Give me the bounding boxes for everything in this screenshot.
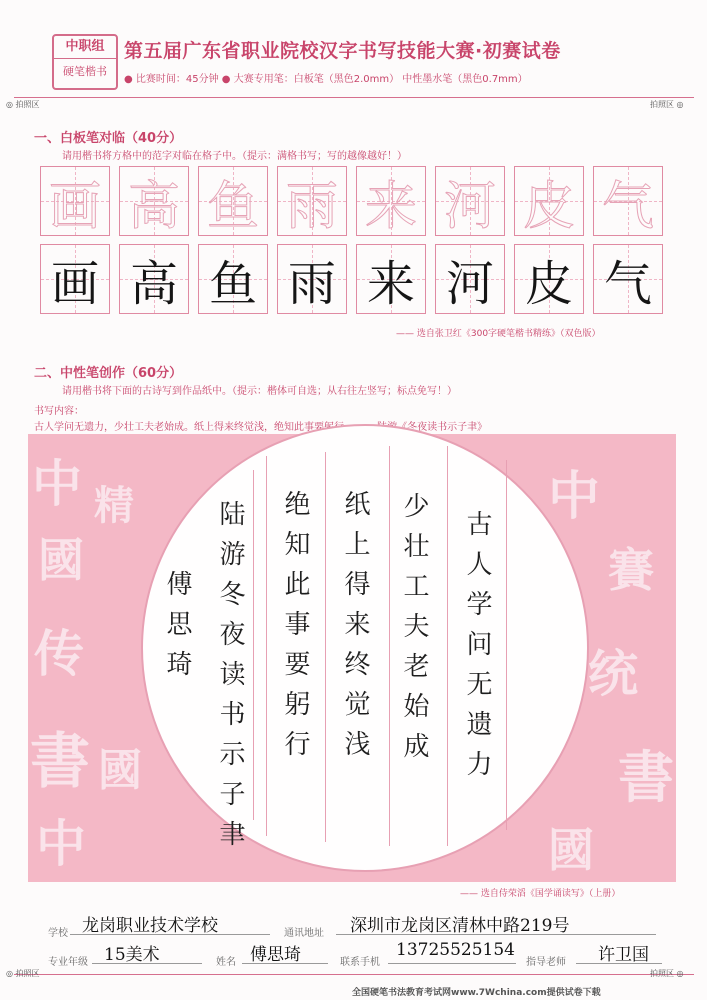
column-divider xyxy=(389,446,390,846)
written-char-cell xyxy=(514,244,584,314)
bg-calligraphy: 精 xyxy=(94,482,134,529)
bg-calligraphy: 國 xyxy=(38,533,84,587)
bg-calligraphy: 传 xyxy=(34,624,84,683)
photo-zone-label: 拍照区 xyxy=(15,969,40,978)
bg-calligraphy: 書 xyxy=(618,745,674,811)
model-char-cell xyxy=(356,166,426,236)
grade-underline xyxy=(92,963,202,964)
bg-calligraphy: 賽 xyxy=(608,543,654,597)
written-char-cell xyxy=(435,244,505,314)
written-char-cell xyxy=(593,244,663,314)
written-char: 来 xyxy=(366,255,415,312)
model-char: 高 xyxy=(127,176,180,237)
written-char: 皮 xyxy=(524,255,573,312)
name-underline xyxy=(242,963,328,964)
target-icon: ◎ xyxy=(674,100,684,109)
grade-label: 专业年级 xyxy=(48,957,88,968)
model-char-cell xyxy=(435,166,505,236)
poem-column: 纸上得来终觉浅 xyxy=(340,490,370,770)
written-char: 气 xyxy=(603,255,652,312)
photo-zone-label: 拍照区 xyxy=(650,969,674,978)
poem-column: 傅思琦 xyxy=(162,570,192,690)
bg-calligraphy: 書 xyxy=(30,727,90,797)
teacher-label: 指导老师 xyxy=(526,957,566,968)
model-char-cell xyxy=(593,166,663,236)
column-divider xyxy=(266,456,267,836)
bg-calligraphy: 中 xyxy=(32,454,82,513)
name-value: 傅思琦 xyxy=(250,945,301,965)
model-char-cell xyxy=(277,166,347,236)
model-char-cell xyxy=(119,166,189,236)
poem-column: 陆游冬夜读书示子聿 xyxy=(215,500,245,860)
section2-instruction: 请用楷书将下面的古诗写到作品纸中。（提示：楷体可自选；从右往左竖写；标点免写！） xyxy=(62,386,457,397)
section1-instruction: 请用楷书将方格中的范字对临在格子中。（提示：满格书写；写的越像越好！） xyxy=(62,151,407,162)
header-divider xyxy=(14,97,694,98)
model-char: 来 xyxy=(364,176,417,237)
column-divider xyxy=(325,452,326,842)
column-divider xyxy=(506,460,507,830)
address-value: 深圳市龙岗区清林中路219号 xyxy=(350,916,570,936)
section2-heading: 二、中性笔创作（60分） xyxy=(34,366,183,381)
name-label: 姓名 xyxy=(216,957,236,968)
target-icon: ◎ xyxy=(6,969,16,978)
written-char: 高 xyxy=(129,255,178,312)
model-char: 画 xyxy=(48,176,101,237)
written-char-cell xyxy=(356,244,426,314)
photo-zone-label: 拍照区 xyxy=(15,100,40,109)
written-char-cell xyxy=(119,244,189,314)
poem-content: 古人学问无遗力，少壮工夫老始成。纸上得来终觉浅，绝知此事要躬行。—— 陆游《冬夜读书示子聿》 xyxy=(34,422,488,433)
written-char: 画 xyxy=(50,255,99,312)
bg-calligraphy: 國 xyxy=(548,823,594,877)
model-char: 河 xyxy=(443,176,496,237)
poem-column: 古人学问无遗力 xyxy=(462,510,492,790)
model-char-cell xyxy=(514,166,584,236)
badge-category-label: 硬笔楷书 xyxy=(63,65,107,78)
target-icon: ◎ xyxy=(674,969,684,978)
model-char: 鱼 xyxy=(206,176,259,237)
section1-source: —— 选自张卫红《300字硬笔楷书精练》（双色版） xyxy=(396,329,601,339)
group-badge xyxy=(52,34,118,90)
bg-calligraphy: 中 xyxy=(36,814,86,873)
photo-zone-top-left xyxy=(6,99,40,110)
written-char: 河 xyxy=(445,255,494,312)
column-divider xyxy=(447,446,448,846)
photo-zone-label: 拍照区 xyxy=(650,100,674,109)
photo-zone-bottom-right xyxy=(650,968,684,979)
poem-column: 少壮工夫老始成 xyxy=(399,492,429,772)
section2-source: —— 选自侍荣滔《国学诵读写》（上册） xyxy=(460,889,621,899)
bg-calligraphy: 统 xyxy=(588,644,638,703)
written-char: 鱼 xyxy=(208,255,257,312)
footer-divider xyxy=(14,974,694,975)
address-label: 通讯地址 xyxy=(284,928,324,939)
exam-info: ● 比赛时间：45分钟 ● 大赛专用笔：白板笔（黑色2.0mm） 中性墨水笔（黑色0.7mm） xyxy=(124,74,528,85)
phone-label: 联系手机 xyxy=(340,957,380,968)
badge-group-label: 中职组 xyxy=(54,36,116,59)
written-char: 雨 xyxy=(287,255,336,312)
teacher-underline xyxy=(576,963,662,964)
teacher-value: 许卫国 xyxy=(598,945,649,965)
section1-heading: 一、白板笔对临（40分） xyxy=(34,131,183,146)
school-label: 学校 xyxy=(48,928,68,939)
grade-value: 15美术 xyxy=(104,945,160,965)
written-char-cell xyxy=(198,244,268,314)
target-icon: ◎ xyxy=(6,100,16,109)
model-char-cell xyxy=(40,166,110,236)
website-footer: 全国硬笔书法教育考试网www.7Wchina.com提供试卷下载 xyxy=(352,988,601,998)
written-char-cell xyxy=(277,244,347,314)
content-label: 书写内容： xyxy=(34,406,84,417)
phone-value: 13725525154 xyxy=(396,940,515,960)
bg-calligraphy: 國 xyxy=(98,745,142,796)
model-char-cell xyxy=(198,166,268,236)
page-title: 第五届广东省职业院校汉字书写技能大赛·初赛试卷 xyxy=(124,40,561,62)
phone-underline xyxy=(388,963,516,964)
bg-calligraphy: 中 xyxy=(548,466,601,527)
school-value: 龙岗职业技术学校 xyxy=(82,916,218,936)
photo-zone-top-right xyxy=(650,99,684,110)
written-char-cell xyxy=(40,244,110,314)
model-char: 气 xyxy=(601,176,654,237)
model-char: 皮 xyxy=(522,176,575,237)
school-underline xyxy=(70,934,270,935)
address-underline xyxy=(336,934,656,935)
column-divider xyxy=(253,470,254,820)
photo-zone-bottom-left xyxy=(6,968,40,979)
poem-column: 绝知此事要躬行 xyxy=(280,490,310,770)
model-char: 雨 xyxy=(285,176,338,237)
